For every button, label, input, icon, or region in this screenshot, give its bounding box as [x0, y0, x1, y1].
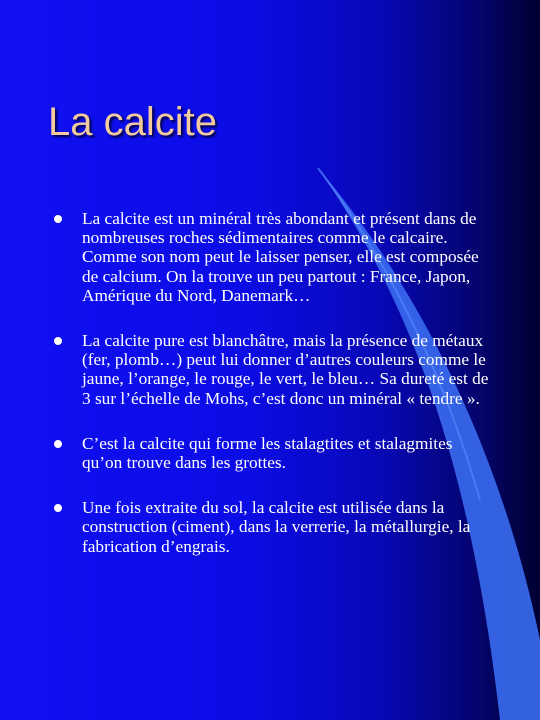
- bullet-text: La calcite est un minéral très abondant et présent dans de nombreuses roches sédimentaires comme le calcaire. Comme son nom peut le laisser penser, elle est composée de calcium. On la trouve un peu partout : France, Japon, Amérique du Nord, Danemark…: [82, 209, 479, 305]
- bullet-text: C’est la calcite qui forme les stalagtites et stalagmites qu’on trouve dans les grottes.: [82, 433, 453, 473]
- bullet-item: [54, 209, 494, 305]
- bullet-item: [54, 498, 494, 556]
- bullet-dot-icon: [54, 337, 62, 345]
- bullet-dot-icon: [54, 215, 62, 223]
- slide-title: La calcite: [48, 100, 217, 144]
- bullet-item: [54, 331, 494, 408]
- bullet-item: [54, 434, 494, 472]
- bullet-text: Une fois extraite du sol, la calcite est utilisée dans la construction (ciment), dans la verrerie, la métallurgie, la fabrication d’engrais.: [82, 498, 471, 556]
- bullet-dot-icon: [54, 440, 62, 448]
- bullet-text: La calcite pure est blanchâtre, mais la présence de métaux (fer, plomb…) peut lui donner d’autres couleurs comme le jaune, l’orange, le rouge, le vert, le bleu… Sa dureté est de 3 sur l’échelle de Mohs, c’est donc un minéral « tendre ».: [82, 331, 489, 408]
- bullet-list: [54, 209, 494, 582]
- bullet-dot-icon: [54, 504, 62, 512]
